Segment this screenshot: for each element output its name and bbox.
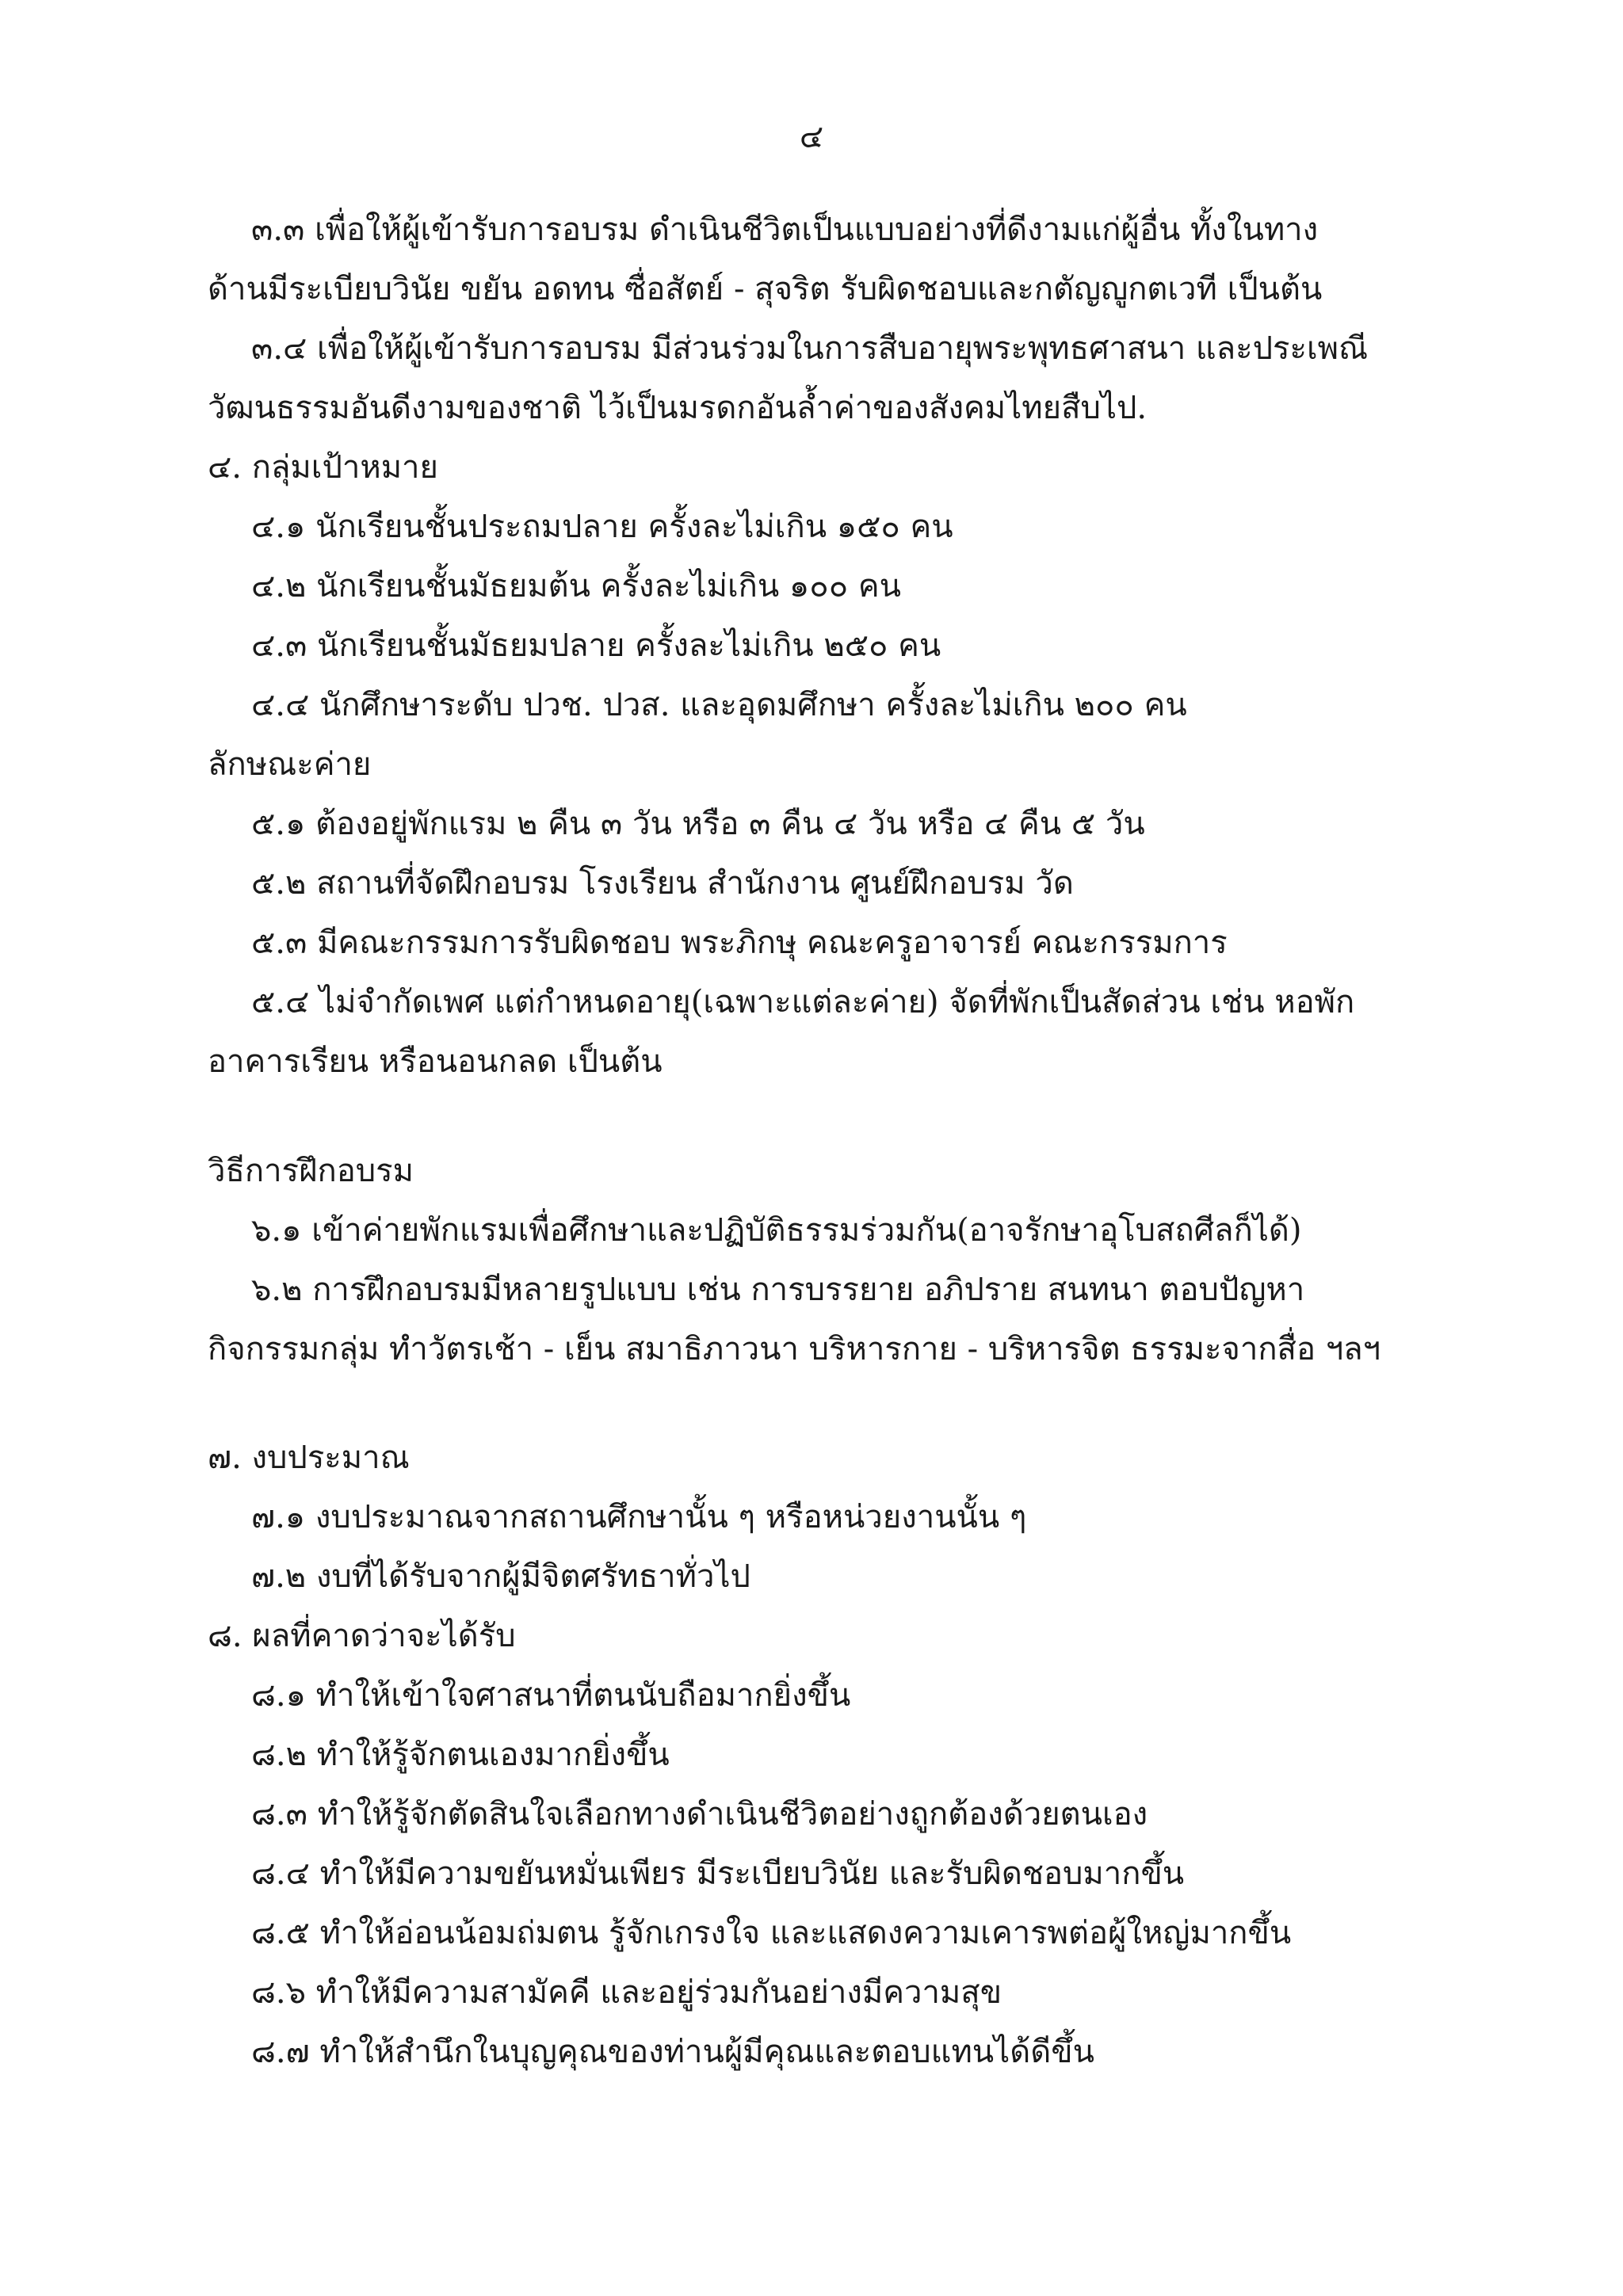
budget-7-1: ๗.๑ งบประมาณจากสถานศึกษานั้น ๆ หรือหน่วยงานนั้น ๆ xyxy=(251,1499,1027,1535)
objective-3-4-line-1: ๓.๔ เพื่อให้ผู้เข้ารับการอบรม มีส่วนร่วมในการสืบอายุพระพุทธศาสนา และประเพณี xyxy=(251,330,1369,367)
training-6-1: ๖.๑ เข้าค่ายพักแรมเพื่อศึกษาและปฏิบัติธรรมร่วมกัน(อาจรักษาอุโบสถศีลก็ได้) xyxy=(251,1212,1302,1249)
section-7-heading: ๗. งบประมาณ xyxy=(208,1440,410,1476)
camp-5-4-line-2: อาคารเรียน หรือนอนกลด เป็นต้น xyxy=(208,1043,663,1080)
page-number: ๔ xyxy=(799,119,824,155)
target-4-2: ๔.๒ นักเรียนชั้นมัธยมต้น ครั้งละไม่เกิน ๑๐๐ คน xyxy=(251,568,901,605)
objective-3-3-line-2: ด้านมีระเบียบวินัย ขยัน อดทน ซื่อสัตย์ - สุจริต รับผิดชอบและกตัญญูกตเวที เป็นต้น xyxy=(208,271,1323,307)
training-6-2-line-1: ๖.๒ การฝึกอบรมมีหลายรูปแบบ เช่น การบรรยาย อภิปราย สนทนา ตอบปัญหา xyxy=(251,1272,1305,1308)
target-4-3: ๔.๓ นักเรียนชั้นมัธยมปลาย ครั้งละไม่เกิน ๒๕๐ คน xyxy=(251,627,941,664)
camp-5-3: ๕.๓ มีคณะกรรมการรับผิดชอบ พระภิกษุ คณะครูอาจารย์ คณะกรรมการ xyxy=(251,925,1228,961)
section-6-heading: วิธีการฝึกอบรม xyxy=(208,1153,414,1189)
result-8-5: ๘.๕ ทำให้อ่อนน้อมถ่มตน รู้จักเกรงใจ และแสดงความเคารพต่อผู้ใหญ่มากขึ้น xyxy=(251,1915,1292,1951)
result-8-6: ๘.๖ ทำให้มีความสามัคคี และอยู่ร่วมกันอย่างมีความสุข xyxy=(251,1974,1002,2011)
camp-5-2: ๕.๒ สถานที่จัดฝึกอบรม โรงเรียน สำนักงาน ศูนย์ฝึกอบรม วัด xyxy=(251,865,1074,902)
result-8-2: ๘.๒ ทำให้รู้จักตนเองมากยิ่งขึ้น xyxy=(251,1737,670,1773)
camp-5-4-line-1: ๕.๔ ไม่จำกัดเพศ แต่กำหนดอายุ(เฉพาะแต่ละค่าย) จัดที่พักเป็นสัดส่วน เช่น หอพัก xyxy=(251,984,1355,1020)
objective-3-4-line-2: วัฒนธรรมอันดีงามของชาติ ไว้เป็นมรดกอันล้ำค่าของสังคมไทยสืบไป. xyxy=(208,390,1148,426)
section-4-heading: ๔. กลุ่มเป้าหมาย xyxy=(208,449,438,486)
result-8-1: ๘.๑ ทำให้เข้าใจศาสนาที่ตนนับถือมากยิ่งขึ้น xyxy=(251,1677,851,1714)
training-6-2-line-2: กิจกรรมกลุ่ม ทำวัตรเช้า - เย็น สมาธิภาวนา บริหารกาย - บริหารจิต ธรรมะจากสื่อ ฯลฯ xyxy=(208,1331,1381,1367)
result-8-7: ๘.๗ ทำให้สำนึกในบุญคุณของท่านผู้มีคุณและตอบแทนได้ดีขึ้น xyxy=(251,2034,1094,2070)
section-8-heading: ๘. ผลที่คาดว่าจะได้รับ xyxy=(208,1618,516,1654)
section-5-heading: ลักษณะค่าย xyxy=(208,746,372,783)
budget-7-2: ๗.๒ งบที่ได้รับจากผู้มีจิตศรัทธาทั่วไป xyxy=(251,1558,750,1595)
result-8-3: ๘.๓ ทำให้รู้จักตัดสินใจเลือกทางดำเนินชีวิตอย่างถูกต้องด้วยตนเอง xyxy=(251,1796,1148,1833)
camp-5-1: ๕.๑ ต้องอยู่พักแรม ๒ คืน ๓ วัน หรือ ๓ คืน ๔ วัน หรือ ๔ คืน ๕ วัน xyxy=(251,806,1145,842)
target-4-4: ๔.๔ นักศึกษาระดับ ปวช. ปวส. และอุดมศึกษา ครั้งละไม่เกิน ๒๐๐ คน xyxy=(251,687,1187,723)
result-8-4: ๘.๔ ทำให้มีความขยันหมั่นเพียร มีระเบียบวินัย และรับผิดชอบมากขึ้น xyxy=(251,1855,1185,1892)
objective-3-3-line-1: ๓.๓ เพื่อให้ผู้เข้ารับการอบรม ดำเนินชีวิตเป็นแบบอย่างที่ดีงามแก่ผู้อื่น ทั้งในทาง xyxy=(251,212,1319,248)
target-4-1: ๔.๑ นักเรียนชั้นประถมปลาย ครั้งละไม่เกิน ๑๕๐ คน xyxy=(251,509,953,545)
